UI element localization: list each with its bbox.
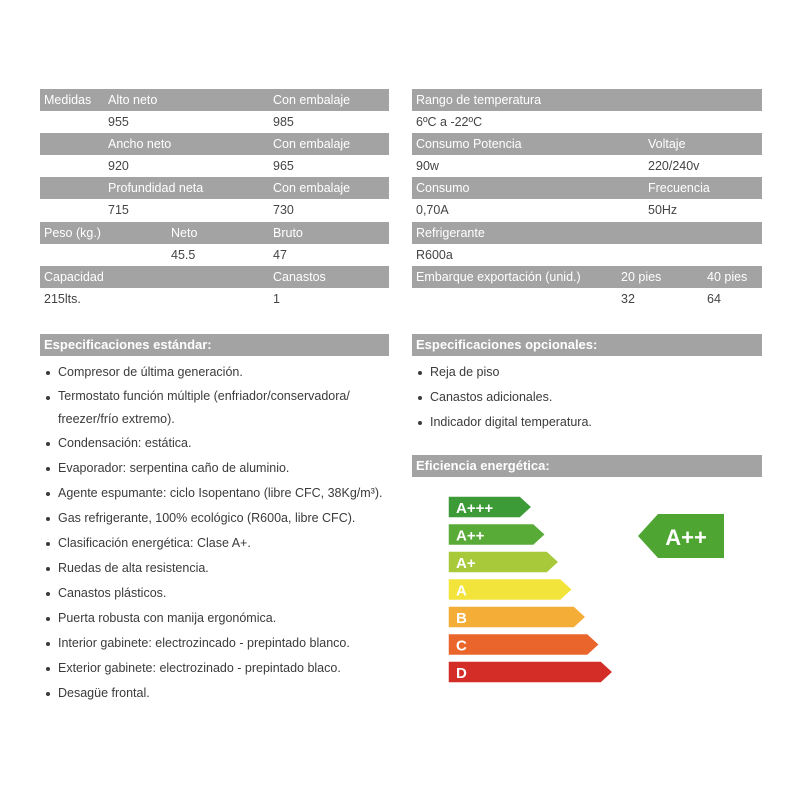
table-header-row [40, 222, 389, 244]
table-row [412, 155, 762, 177]
list-item-line: freezer/frío extremo). [58, 412, 175, 426]
header-cell: Con embalaje [273, 93, 351, 107]
value-cell: 32 [621, 292, 635, 306]
list-item: Evaporador: serpentina caño de aluminio. [40, 456, 382, 481]
value-cell: 47 [273, 248, 287, 262]
list-item: Exterior gabinete: electrozinado - prepintado blaco. [40, 656, 382, 681]
value-cell: 1 [273, 292, 280, 306]
rating-label: A++ [665, 525, 707, 550]
header-cell: Canastos [273, 270, 326, 284]
table-row [40, 244, 389, 266]
energy-class-bar [448, 661, 613, 683]
value-cell: 715 [108, 203, 129, 217]
list-item: Reja de piso [412, 360, 592, 385]
energy-class-label: A+ [456, 555, 476, 572]
value-cell: 920 [108, 159, 129, 173]
list-item-line: Termostato función múltiple (enfriador/conservadora/ [58, 389, 350, 403]
energy-class-label: A [456, 582, 467, 600]
list-item: Clasificación energética: Clase A+. [40, 531, 382, 556]
efficiency-title: Eficiencia energética: [412, 455, 762, 477]
energy-label-chart [440, 492, 800, 702]
table-header-row [40, 133, 389, 155]
table-header-row [40, 266, 389, 288]
value-cell: 90w [416, 159, 439, 173]
list-item: Canastos plásticos. [40, 581, 382, 606]
energy-class-label: A+++ [456, 500, 494, 517]
energy-class-bar [448, 606, 586, 628]
header-cell: Consumo [416, 181, 470, 195]
value-cell: 6ºC a -22ºC [416, 115, 483, 129]
header-cell: Voltaje [648, 137, 686, 151]
header-cell: Frecuencia [648, 181, 710, 195]
header-cell: Ancho neto [108, 137, 172, 151]
value-cell: 50Hz [648, 203, 678, 217]
header-cell: Consumo Potencia [416, 137, 522, 151]
header-cell: Neto [171, 226, 198, 240]
efficiency-rating-badge [638, 512, 728, 560]
table-header-row [412, 177, 762, 199]
value-cell: 985 [273, 115, 294, 129]
value-cell: 955 [108, 115, 129, 129]
header-cell: Profundidad neta [108, 181, 204, 195]
table-row [412, 288, 762, 310]
header-cell: 40 pies [707, 270, 748, 284]
header-cell: Con embalaje [273, 137, 351, 151]
value-cell: R600a [416, 248, 453, 262]
value-cell: 965 [273, 159, 294, 173]
technical-table [412, 89, 762, 311]
list-item: Condensación: estática. [40, 431, 382, 456]
value-cell: 215lts. [44, 292, 81, 306]
energy-class-label: A++ [456, 527, 485, 545]
header-cell: Rango de temperatura [416, 93, 542, 107]
table-row [40, 155, 389, 177]
list-item [40, 385, 382, 431]
header-cell: Con embalaje [273, 181, 351, 195]
header-cell: Embarque exportación (unid.) [416, 270, 581, 284]
optional-specs-title: Especificaciones opcionales: [412, 334, 762, 356]
dimensions-table [40, 89, 389, 311]
table-row [412, 199, 762, 221]
header-cell: Refrigerante [416, 226, 485, 240]
table-row [40, 111, 389, 133]
table-header-row [40, 177, 389, 199]
table-header-row [412, 89, 762, 111]
header-cell: Medidas [44, 93, 92, 107]
list-item: Indicador digital temperatura. [412, 410, 592, 435]
standard-specs-list [40, 360, 382, 706]
value-cell: 220/240v [648, 159, 700, 173]
header-cell: Bruto [273, 226, 303, 240]
optional-specs-list [412, 360, 592, 435]
table-row [412, 244, 762, 266]
value-cell: 64 [707, 292, 721, 306]
energy-class-label: B [456, 610, 467, 627]
header-cell: 20 pies [621, 270, 662, 284]
energy-class-label: C [456, 637, 467, 655]
list-item: Interior gabinete: electrozincado - prepintado blanco. [40, 631, 382, 656]
table-header-row [40, 89, 389, 111]
energy-class-bar [448, 634, 600, 656]
list-item: Ruedas de alta resistencia. [40, 556, 382, 581]
table-header-row [412, 266, 762, 288]
list-item: Gas refrigerante, 100% ecológico (R600a, libre CFC). [40, 506, 382, 531]
list-item: Compresor de última generación. [40, 360, 382, 385]
value-cell: 0,70A [416, 203, 449, 217]
value-cell: 730 [273, 203, 294, 217]
header-cell: Alto neto [108, 93, 158, 107]
header-cell: Capacidad [44, 270, 104, 284]
list-item: Desagüe frontal. [40, 681, 382, 706]
table-row [412, 111, 762, 133]
table-row [40, 288, 389, 310]
value-cell: 45.5 [171, 248, 196, 262]
list-item: Puerta robusta con manija ergonómica. [40, 606, 382, 631]
table-header-row [412, 222, 762, 244]
energy-class-label: D [456, 665, 467, 682]
table-row [40, 199, 389, 221]
list-item: Agente espumante: ciclo Isopentano (libre CFC, 38Kg/m³). [40, 481, 382, 506]
standard-specs-title: Especificaciones estándar: [40, 334, 389, 356]
list-item: Canastos adicionales. [412, 385, 592, 410]
table-header-row [412, 133, 762, 155]
header-cell: Peso (kg.) [44, 226, 101, 240]
